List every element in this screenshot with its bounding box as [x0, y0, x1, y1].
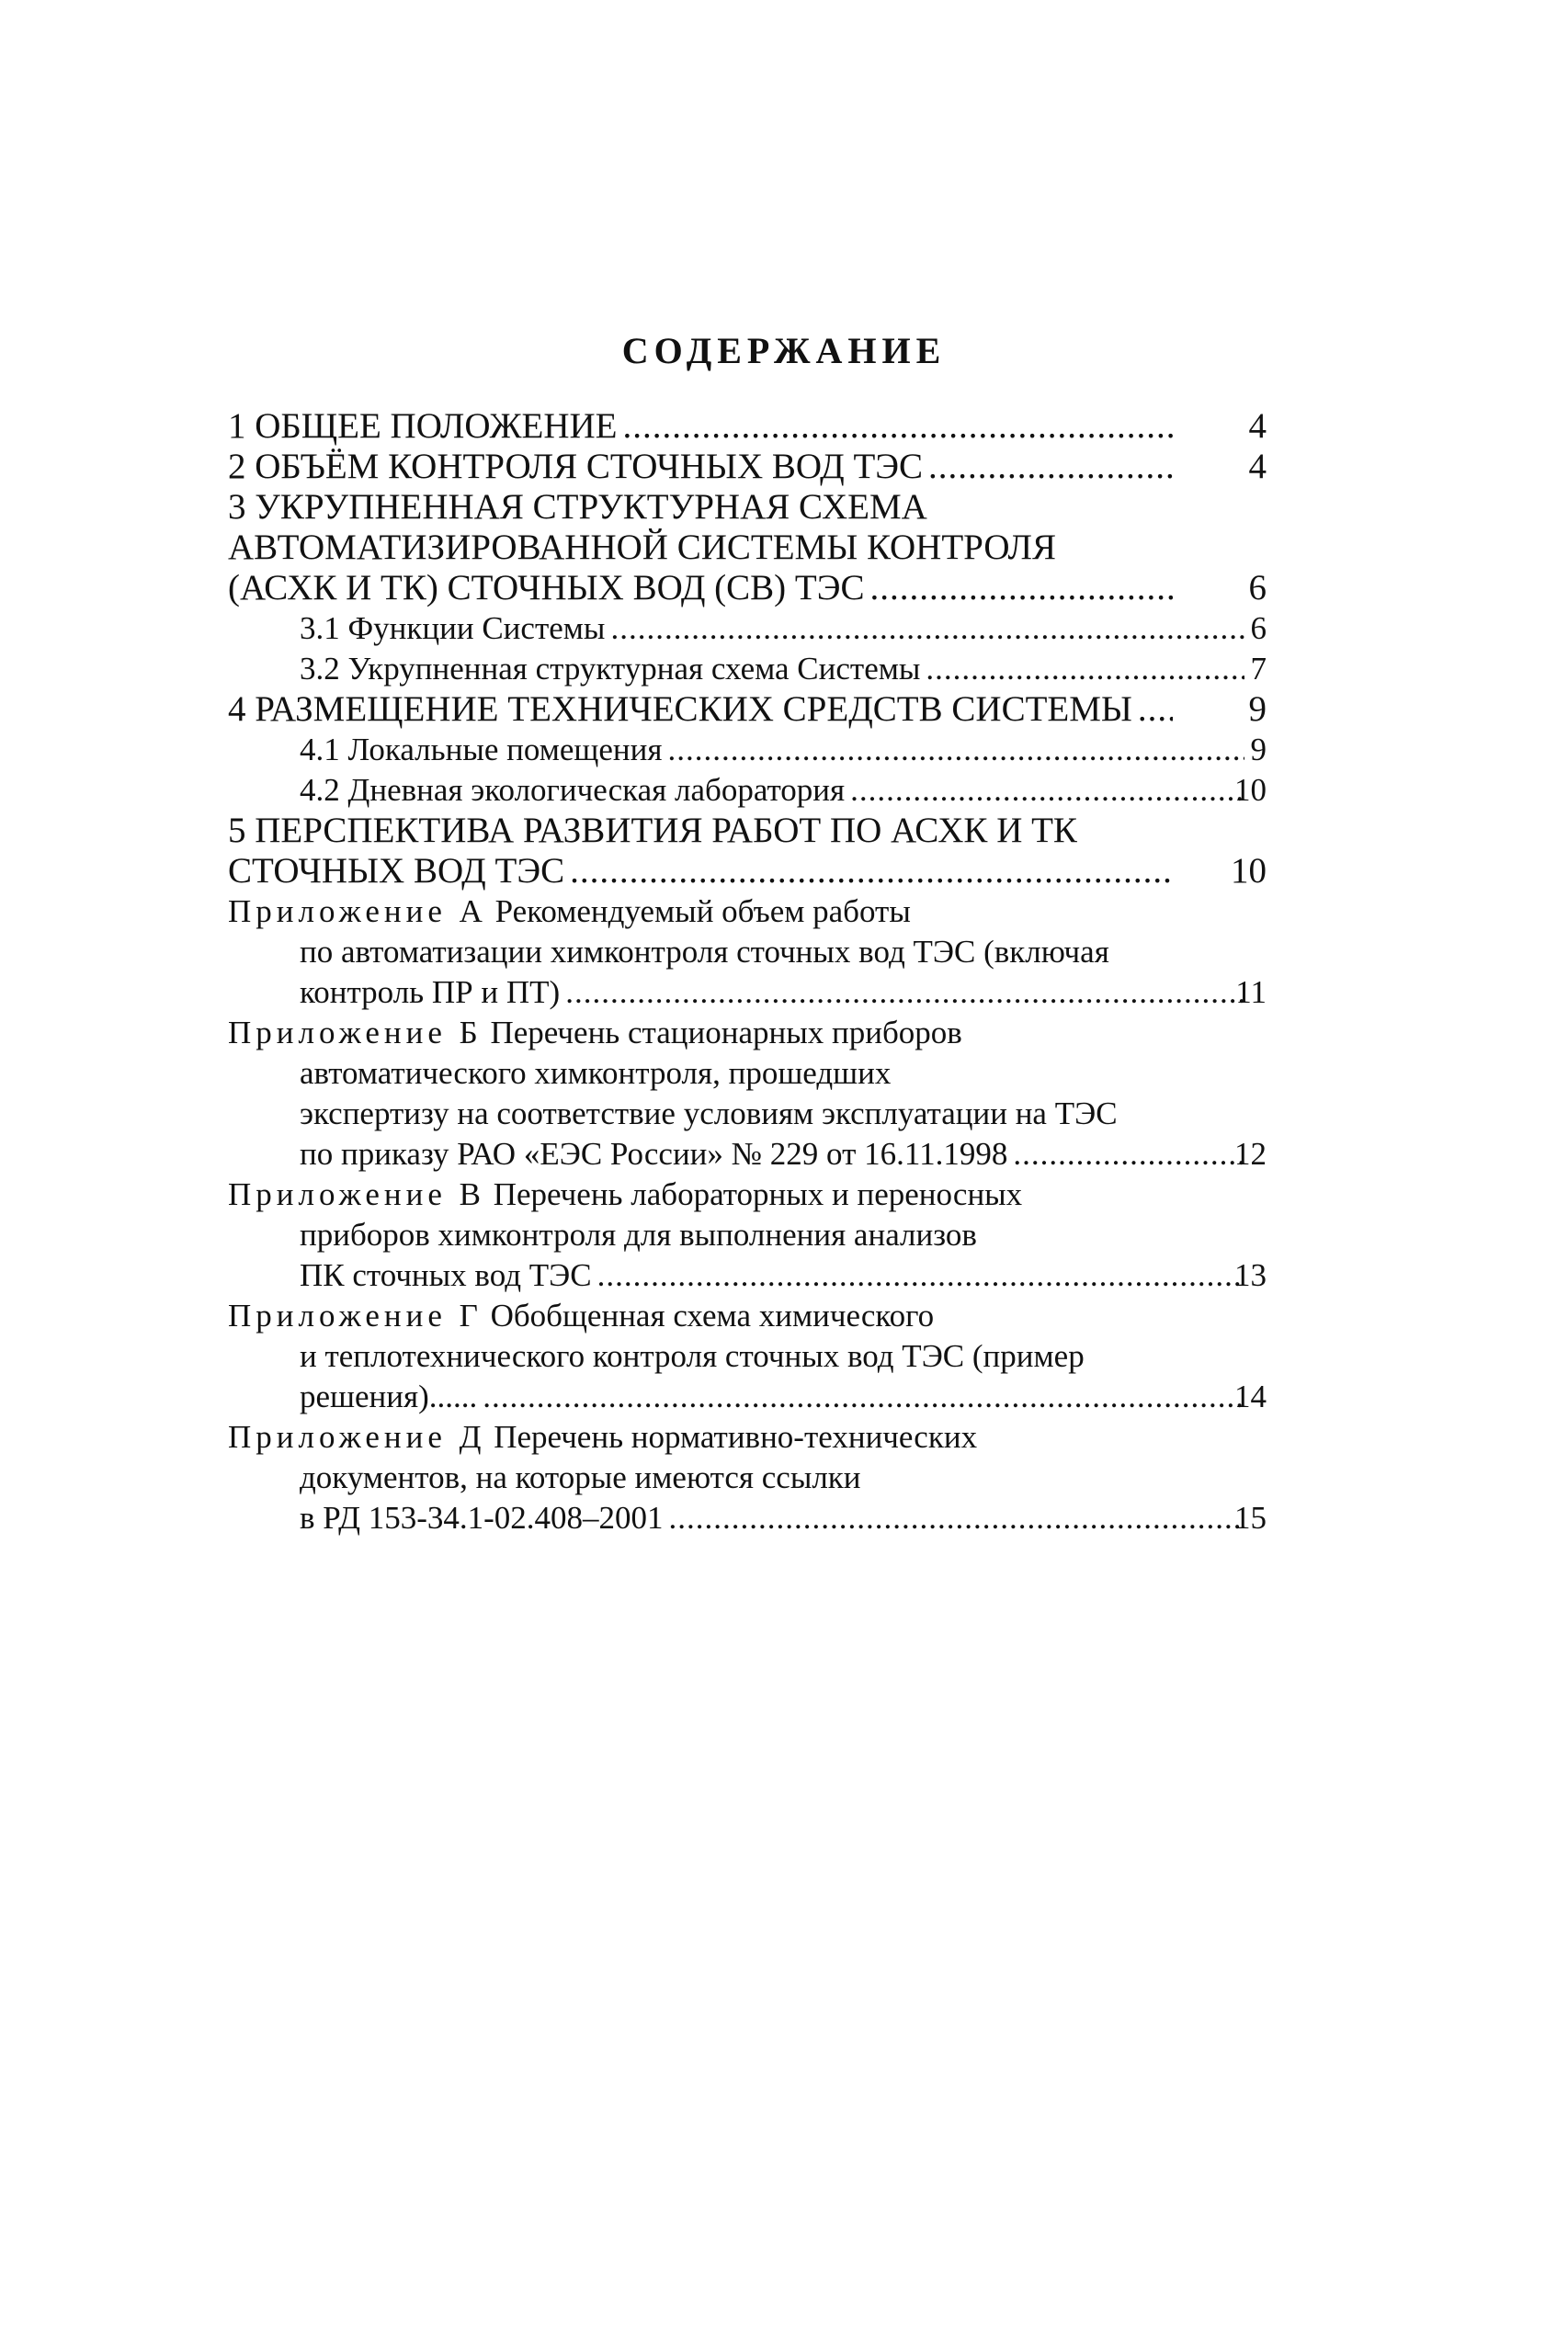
appendix-label: Приложение Д: [228, 1419, 486, 1455]
toc-entry-title: 3.1 Функции Системы: [300, 610, 606, 646]
toc-appendix-line: [228, 1053, 1267, 1094]
toc-appendix-line: [228, 1417, 1267, 1458]
toc-page-number: 14: [1234, 1379, 1267, 1414]
toc-entry-title: по автоматизации химконтроля сточных вод ТЭС (включая: [300, 934, 1109, 970]
toc-entry: [228, 1134, 1267, 1175]
appendix-label: Приложение Б: [228, 1015, 483, 1050]
toc-entry-title: автоматического химконтроля, прошедших: [300, 1055, 892, 1091]
toc-entry-title: 4.2 Дневная экологическая лаборатория: [300, 772, 846, 808]
toc-entry-title: 4 РАЗМЕЩЕНИЕ ТЕХНИЧЕСКИХ СРЕДСТВ СИСТЕМЫ: [228, 689, 1132, 729]
toc-entry-title: приборов химконтроля для выполнения анализов: [300, 1217, 977, 1253]
toc-appendix-line: [228, 1013, 1267, 1053]
toc-entry-title: 4.1 Локальные помещения: [300, 732, 663, 767]
toc-entry-title: (АСХК И ТК) СТОЧНЫХ ВОД (СВ) ТЭС: [228, 568, 865, 607]
toc-entry-title: Перечень лабораторных и переносных: [484, 1176, 1023, 1212]
toc-heading: СОДЕРЖАНИЕ: [621, 330, 947, 371]
leader-dots: [667, 730, 1244, 770]
leader-dots: [483, 1377, 1244, 1417]
toc-page-number: 12: [1234, 1136, 1267, 1172]
toc-appendix-line: [228, 1175, 1267, 1215]
toc-page-number: 4: [1248, 447, 1267, 486]
leader-dots: [610, 608, 1244, 649]
toc-page-number: 9: [1250, 732, 1267, 767]
toc-page-number: 10: [1231, 851, 1267, 891]
toc-entry: [228, 1255, 1267, 1296]
toc-page-number: 11: [1235, 974, 1267, 1010]
toc-entry-title: СТОЧНЫХ ВОД ТЭС: [228, 851, 565, 891]
toc-appendix-line: [228, 1296, 1267, 1336]
toc-entry-title: 1 ОБЩЕЕ ПОЛОЖЕНИЕ: [228, 406, 618, 446]
toc-entry-title: АВТОМАТИЗИРОВАННОЙ СИСТЕМЫ КОНТРОЛЯ: [228, 528, 1057, 567]
toc-entry: [228, 689, 1267, 730]
leader-dots: [850, 770, 1244, 811]
appendix-label: Приложение А: [228, 893, 487, 929]
toc-entry-title: документов, на которые имеются ссылки: [300, 1459, 861, 1495]
toc-page-number: 4: [1248, 406, 1267, 446]
leader-dots: [669, 1498, 1244, 1538]
toc-appendix-line: [228, 1094, 1267, 1134]
toc-subentry: [228, 608, 1267, 649]
leader-dots: [1138, 689, 1173, 730]
toc-appendix-line: [228, 1458, 1267, 1498]
toc-page-number: 9: [1248, 689, 1267, 729]
toc-entry-title: ПК сточных вод ТЭС: [300, 1257, 592, 1293]
toc-entry-title: Перечень стационарных приборов: [482, 1015, 962, 1050]
table-of-contents: [228, 406, 1267, 1538]
toc-page-number: 6: [1248, 568, 1267, 607]
toc-entry-line: [228, 811, 1267, 851]
toc-page-number: 6: [1250, 610, 1267, 646]
leader-dots: [623, 406, 1174, 447]
appendix-label: Приложение Г: [228, 1298, 483, 1334]
toc-entry-title: 3 УКРУПНЕННАЯ СТРУКТУРНАЯ СХЕМА: [228, 487, 927, 527]
toc-entry: [228, 1377, 1267, 1417]
toc-entry-title: решения)......: [300, 1379, 478, 1414]
leader-dots: [570, 851, 1173, 891]
toc-page-number: 7: [1250, 651, 1267, 687]
toc-entry-line: [228, 528, 1267, 568]
toc-subentry: [228, 770, 1267, 811]
toc-entry-title: 3.2 Укрупненная структурная схема Системы: [300, 651, 921, 687]
toc-page-number: 13: [1234, 1257, 1267, 1293]
leader-dots: [565, 972, 1244, 1013]
leader-dots: [928, 447, 1173, 487]
leader-dots: [597, 1255, 1244, 1296]
leader-dots: [870, 568, 1174, 608]
toc-entry-title: 5 ПЕРСПЕКТИВА РАЗВИТИЯ РАБОТ ПО АСХК И ТК: [228, 811, 1077, 850]
toc-entry-title: экспертизу на соответствие условиям эксплуатации на ТЭС: [300, 1095, 1118, 1131]
toc-appendix-line: [228, 932, 1267, 972]
toc-entry-title: по приказу РАО «ЕЭС России» № 229 от 16.11.1998: [300, 1136, 1008, 1172]
appendix-label: Приложение В: [228, 1176, 485, 1212]
toc-appendix-line: [228, 1336, 1267, 1377]
toc-page-number: 15: [1234, 1500, 1267, 1536]
toc-entry-title: и теплотехнического контроля сточных вод ТЭС (пример: [300, 1338, 1085, 1374]
leader-dots: [926, 649, 1244, 689]
toc-entry-title: Обобщенная схема химического: [482, 1298, 935, 1334]
toc-appendix-line: [228, 1215, 1267, 1255]
toc-entry: [228, 568, 1267, 608]
toc-appendix-line: [228, 891, 1267, 932]
toc-subentry: [228, 730, 1267, 770]
toc-page-number: 10: [1234, 772, 1267, 808]
toc-entry-title: в РД 153-34.1-02.408–2001: [300, 1500, 664, 1536]
toc-entry-title: 2 ОБЪЁМ КОНТРОЛЯ СТОЧНЫХ ВОД ТЭС: [228, 447, 924, 486]
toc-entry-title: Перечень нормативно-технических: [485, 1419, 978, 1455]
toc-entry: [228, 851, 1267, 891]
toc-entry: [228, 972, 1267, 1013]
toc-subentry: [228, 649, 1267, 689]
toc-entry: [228, 1498, 1267, 1538]
toc-entry-title: контроль ПР и ПТ): [300, 974, 561, 1010]
toc-entry-title: Рекомендуемый объем работы: [486, 893, 911, 929]
toc-entry: [228, 447, 1267, 487]
toc-entry: [228, 406, 1267, 447]
toc-entry-line: [228, 487, 1267, 528]
